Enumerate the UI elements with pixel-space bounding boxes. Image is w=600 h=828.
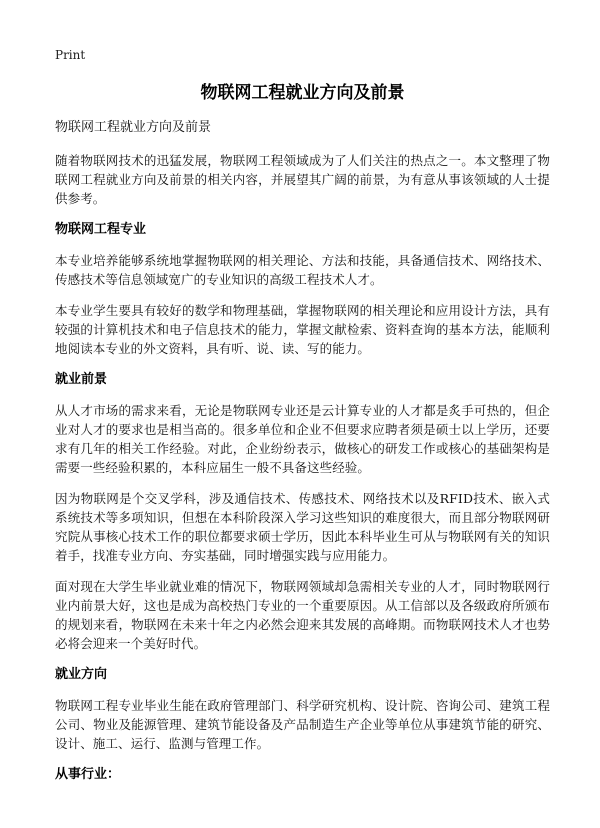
section-heading-major: 物联网工程专业 (55, 222, 147, 237)
section-heading-prospects: 就业前景 (55, 372, 108, 387)
print-link[interactable]: Print (55, 48, 86, 62)
document-title: 物联网工程就业方向及前景 (200, 83, 405, 103)
prospects-paragraph-1: 从人才市场的需求来看，无论是物联网专业还是云计算专业的人才都是炙手可热的，但企业对人才的要求也是相当高的。很多单位和企业不但要求应聘者须是硕士以上学历，还要求有几年的相关工作经验。对此，企业纷纷表示，做核心的研发工作或核心的基础架构是需要一些经验积累的，本科应届生一般不具备这些经验。 (55, 403, 550, 475)
prospects-paragraph-3: 面对现在大学生毕业就业难的情况下，物联网领域却急需相关专业的人才，同时物联网行业内前景大好，这也是成为高校热门专业的一个重要原因。从工信部以及各级政府所颁布的规划来看，物联网在未来十年之内必然会迎来其发展的高峰期。而物联网技术人才也势必将会迎来一个美好时代。 (55, 579, 550, 651)
directions-paragraph-1: 物联网工程专业毕业生能在政府管理部门、科学研究机构、设计院、咨询公司、建筑工程公司、物业及能源管理、建筑节能设备及产品制造生产企业等单位从事建筑节能的研究、设计、施工、运行、监测与管理工作。 (55, 698, 550, 751)
section-heading-directions: 就业方向 (55, 667, 108, 682)
intro-paragraph: 随着物联网技术的迅猛发展，物联网工程领域成为了人们关注的热点之一。本文整理了物联网工程就业方向及前景的相关内容，并展望其广阔的前景，为有意从事该领域的人士提供参考。 (55, 153, 550, 206)
prospects-paragraph-2: 因为物联网是个交叉学科，涉及通信技术、传感技术、网络技术以及RFID技术、嵌入式系统技术等多项知识，但想在本科阶段深入学习这些知识的难度很大，而且部分物联网研究院从事核心技术工作的职位都要求硕士学历，因此本科毕业生可从与物联网有关的知识着手，找准专业方向、夯实基础，同时增强实践与应用能力。 (55, 491, 550, 563)
major-paragraph-1: 本专业培养能够系统地掌握物联网的相关理论、方法和技能，具备通信技术、网络技术、传感技术等信息领域宽广的专业知识的高级工程技术人才。 (55, 253, 550, 287)
document-subtitle: 物联网工程就业方向及前景 (55, 120, 212, 135)
major-paragraph-2: 本专业学生要具有较好的数学和物理基础，掌握物联网的相关理论和应用设计方法，具有较强的计算机技术和电子信息技术的能力，掌握文献检索、资料查询的基本方法，能顺利地阅读本专业的外文资料，具有听、说、读、写的能力。 (55, 303, 550, 356)
section-heading-industries: 从事行业： (55, 767, 121, 782)
document-body (55, 118, 550, 796)
